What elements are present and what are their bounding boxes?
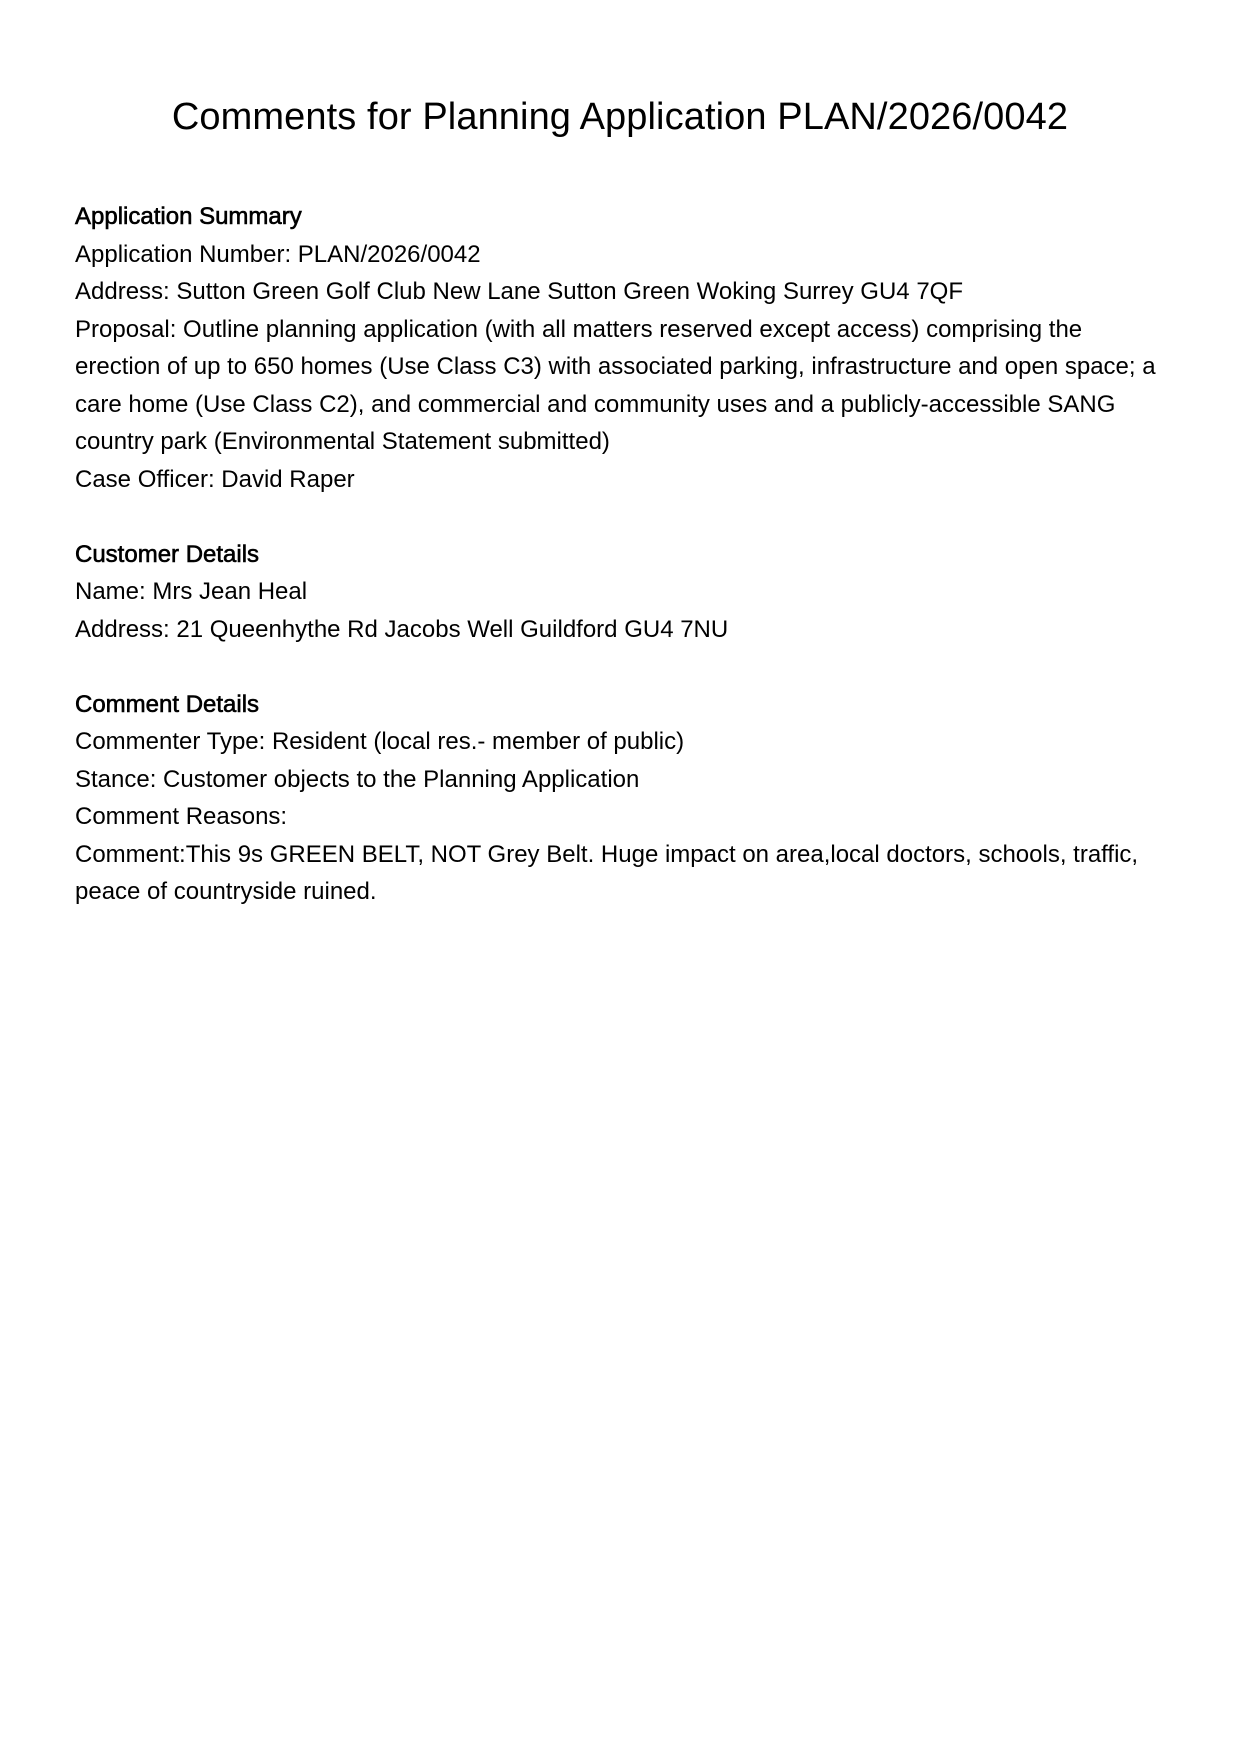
commenter-type: Commenter Type: Resident (local res.- member of public) xyxy=(75,728,685,755)
customer-address: Address: 21 Queenhythe Rd Jacobs Well Guildford GU4 7NU xyxy=(75,615,729,643)
application-address: Address: Sutton Green Golf Club New Lane Sutton Green Woking Surrey GU4 7QF xyxy=(75,278,963,305)
stance: Stance: Customer objects to the Planning Application xyxy=(75,765,640,793)
comment-text: Comment:This 9s GREEN BELT, NOT Grey Belt. Huge impact on area,local doctors, schools, traffic, peace of countryside ruined. xyxy=(75,840,1139,905)
comment-details-heading: Comment Details xyxy=(75,690,260,718)
comment-reasons: Comment Reasons: xyxy=(75,803,288,830)
application-number: Application Number: PLAN/2026/0042 xyxy=(75,240,481,268)
page-title: Comments for Planning Application PLAN/2026/0042 xyxy=(171,96,1069,138)
application-summary-heading: Application Summary xyxy=(75,203,302,230)
document-body xyxy=(75,198,1165,948)
customer-details-heading: Customer Details xyxy=(75,540,260,568)
customer-details-section xyxy=(75,536,1165,649)
case-officer: Case Officer: David Raper xyxy=(75,465,355,493)
application-summary-section xyxy=(75,198,1165,498)
application-proposal: Proposal: Outline planning application (with all matters reserved except access) comprising the erection of up to 650 homes (Use Class C3) with associated parking, infrastructure and open space; a care home (Use Class C2), and commercial and community uses and a publicly-accessible SANG country park (Environmental Statement submitted) xyxy=(75,315,1156,455)
customer-name: Name: Mrs Jean Heal xyxy=(75,578,308,605)
comment-details-section xyxy=(75,686,1165,911)
